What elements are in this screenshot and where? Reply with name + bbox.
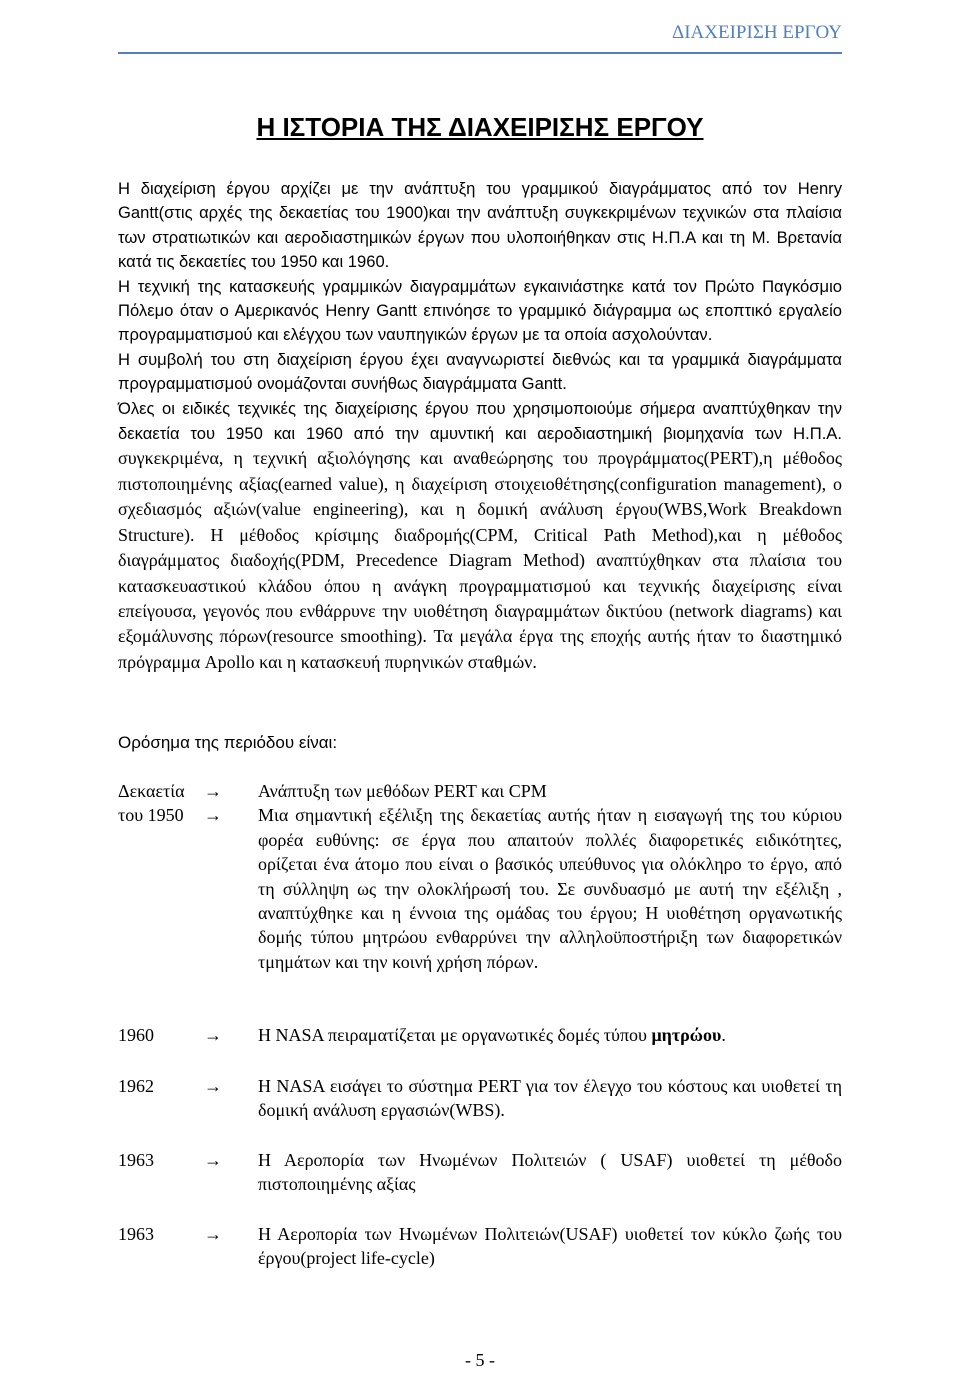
milestone-year: 1963 <box>118 1224 154 1244</box>
arrow-icon: → <box>204 1025 222 1045</box>
arrow-icon: → <box>204 805 222 826</box>
body-text <box>118 177 842 675</box>
milestone-description: Η Αεροπορία των Ηνωμένων Πολιτειών ( USAF) υιοθετεί τη μέθοδο πιστοποιημένης αξίας <box>258 1150 842 1195</box>
paragraph-3: Η συμβολή του στη διαχείριση έργου έχει αναγνωριστεί διεθνώς και τα γραμμικά διαγράμματα προγραμματισμού ονομάζονται συνήθως διαγράμματα Gantt. <box>118 349 842 394</box>
running-header: ΔΙΑΧΕΙΡΙΣΗ ΕΡΓΟΥ <box>672 22 842 43</box>
paragraph-2: Η τεχνική της κατασκευής γραμμικών διαγραμμάτων εγκαινιάστηκε κατά τον Πρώτο Παγκόσμιο Πόλεμο όταν ο Αμερικανός Henry Gantt επινόησε το γραμμικό διάγραμμα ως εποπτικό εργαλείο προγραμματισμού και ελέγχου των ναυπηγικών έργων με τα οποία ασχολούνταν. <box>118 276 842 345</box>
milestone-year: 1963 <box>118 1150 154 1170</box>
paragraph-4-lead: Όλες οι ειδικές τεχνικές της διαχείρισης έργου που χρησιμοποιούμε σήμερα αναπτύχθηκαν την δεκαετία του 1950 και 1960 από την αμυντική και αεροδιαστημική βιομηχανία των Η.Π.Α. <box>118 398 842 444</box>
milestone-1950s <box>118 779 842 999</box>
milestone-description: Η Αεροπορία των Ηνωμένων Πολιτειών(USAF) υιοθετεί τον κύκλο ζωής του έργου(project life-cycle) <box>258 1224 842 1269</box>
milestone-1962 <box>118 1074 842 1124</box>
milestone-desc-text: Η NASA πειραματίζεται με οργανωτικές δομές τύπου <box>258 1025 652 1045</box>
milestone-desc-line-1: Ανάπτυξη των μεθόδων PERT και CPM <box>258 781 547 801</box>
milestone-year: 1962 <box>118 1076 154 1096</box>
milestone-desc-bold: μητρώου <box>651 1025 722 1045</box>
milestone-1963-a <box>118 1148 842 1198</box>
arrow-icon: → <box>204 781 222 801</box>
milestone-description <box>258 1023 842 1047</box>
milestones-label: Ορόσημα της περιόδου είναι: <box>118 733 338 752</box>
milestone-desc-end: . <box>721 1025 726 1045</box>
paragraph-1: Η διαχείριση έργου αρχίζει με την ανάπτυξη του γραμμικού διαγράμματος από τον Henry Gantt(στις αρχές της δεκαετίας του 1900)και την ανάπτυξη συγκεκριμένων τεχνικών στα πλαίσια των στρατιωτικών και αεροδιαστημικών έργων που υλοποιήθηκαν στις Η.Π.Α και τη Μ. Βρετανία κατά τις δεκαετίες του 1950 και 1960. <box>118 179 842 272</box>
milestone-1963-b <box>118 1222 842 1272</box>
arrow-icon: → <box>204 1150 222 1170</box>
milestone-description <box>258 779 842 974</box>
header-divider <box>118 52 842 54</box>
arrow-icon: → <box>204 1076 222 1096</box>
decade-line-2: του 1950 <box>118 805 184 826</box>
page-number: - 5 - <box>465 1350 495 1370</box>
milestone-desc-line-2: Μια σημαντική εξέλιξη της δεκαετίας αυτής ήταν η εισαγωγή της του κύριου φορέα ευθύνης: σε έργα που απαιτούν πολλές διαφορετικές ειδικότητες, ορίζεται ένα άτομο που είναι ο βασικός υπεύθυνος για ολόκληρο το έργο, από τη σύλληψη ως την ολοκλήρωσή του. Σε συνδυασμό με αυτή την εξέλιξη , αναπτύχθηκε και η έννοια της ομάδας του έργου; Η υιοθέτηση οργανωτικής δομής τύπου μητρώου ενθαρρύνει την αλληλοϋποστήριξη των διαφορετικών τμημάτων και την κοινή χρήση πόρων. <box>258 805 842 972</box>
milestone-description: Η NASA εισάγει το σύστημα PERT για τον έλεγχο του κόστους και υιοθετεί τη δομική ανάλυση εργασιών(WBS). <box>258 1076 842 1121</box>
paragraph-4-rest: συγκεκριμένα, η τεχνική αξιολόγησης και αναθεώρησης του προγράμματος(PERT),η μέθοδος πιστοποιημένης αξίας(earned value), η διαχείριση στοιχειοθέτησης(configuration management), ο σχεδιασμός αξιών(value engineering), και η δομική ανάλυση έργου(WBS,Work Breakdown Structure). Η μέθοδος κρίσιμης διαδρομής(CPM, Critical Path Method),και η μέθοδος διαγράμματος διαδοχής(PDM, Precedence Diagram Method) αναπτύχθηκαν στα πλαίσια του κατασκευαστικού κλάδου όπου η ανάγκη προγραμματισμού και τεχνικής διαχείρισης είναι επείγουσα, γεγονός που ενθάρρυνε την υιοθέτηση διαγραμμάτων δικτύου (network diagrams) και εξομάλυνσης πόρων(resource smoothing). Τα μεγάλα έργα της εποχής αυτής ήταν το διαστημικό πρόγραμμα Apollo και η κατασκευή πυρηνικών σταθμών. <box>118 448 842 672</box>
decade-line-1: Δεκαετία <box>118 781 185 801</box>
milestone-1960 <box>118 1023 842 1048</box>
paragraph-4 <box>118 397 842 675</box>
arrow-icon: → <box>204 1224 222 1244</box>
milestone-year: 1960 <box>118 1025 154 1045</box>
page-title: Η ΙΣΤΟΡΙΑ ΤΗΣ ΔΙΑΧΕΙΡΙΣΗΣ ΕΡΓΟΥ <box>256 112 704 142</box>
